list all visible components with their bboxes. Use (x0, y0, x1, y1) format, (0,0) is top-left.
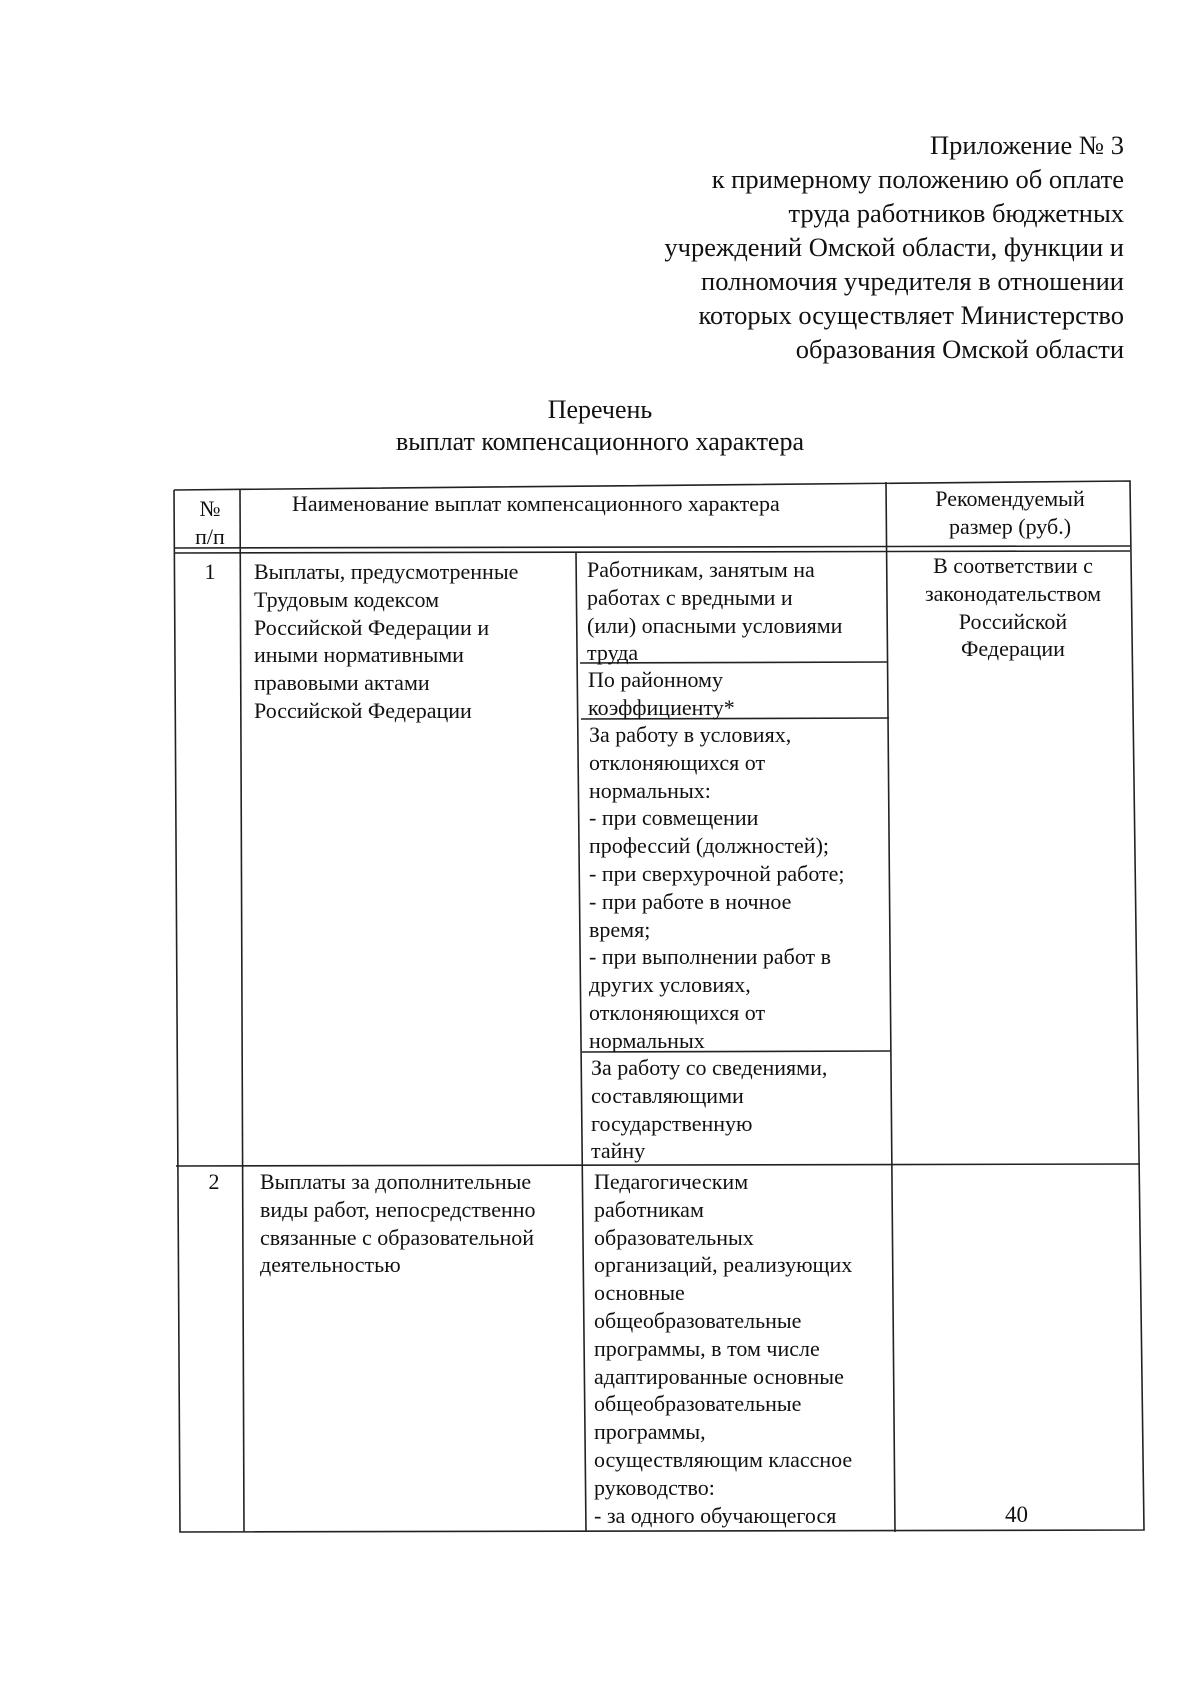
appendix-line: которых осуществляет Министерство (698, 300, 1124, 330)
column-divider (886, 482, 895, 1532)
row-item (591, 1054, 827, 1165)
document-title (0, 394, 1200, 458)
category-line: Российской Федерации и (254, 614, 490, 640)
item-line: программы, (594, 1419, 706, 1445)
category-line: Выплаты, предусмотренные (254, 559, 519, 584)
category-line: правовыми актами (254, 670, 430, 696)
header-num (180, 495, 240, 551)
item-line: профессий (должностей); (589, 833, 830, 859)
item-line: Работникам, занятым на (587, 557, 815, 582)
title-line: Перечень (547, 395, 653, 424)
subrow-divider (581, 718, 889, 719)
subrow-divider (582, 1051, 891, 1052)
item-line: По районному (588, 667, 723, 692)
item-line: За работу со сведениями, (591, 1055, 828, 1080)
header-size-line: размер (руб.) (948, 513, 1072, 539)
column-divider (240, 490, 244, 1532)
subrow-divider (580, 662, 888, 663)
row-divider (176, 1164, 1140, 1166)
row-item (588, 666, 735, 722)
item-line: труда (587, 640, 639, 666)
category-line: связанные с образовательной (260, 1224, 535, 1250)
row-number: 1 (204, 559, 216, 584)
size-line: В соответствии с (933, 553, 1093, 578)
item-line: организаций, реализующих (594, 1252, 853, 1278)
item-line: время; (589, 916, 651, 942)
item-line: коэффициенту* (588, 694, 735, 720)
item-line: образовательных (594, 1224, 754, 1250)
item-line: составляющими (591, 1082, 744, 1108)
item-line: (или) опасными условиями (587, 612, 843, 638)
item-line: тайну (591, 1138, 646, 1164)
row-size (892, 552, 1134, 663)
item-line: отклоняющихся от (589, 999, 766, 1025)
item-line: нормальных: (589, 777, 711, 803)
item-line: основные (594, 1280, 685, 1306)
item-line: За работу в условиях, (589, 722, 792, 747)
header-num-line: № (199, 496, 221, 521)
category-line: Выплаты за дополнительные (260, 1169, 532, 1194)
item-line: работникам (594, 1196, 704, 1222)
item-line: нормальных (589, 1027, 705, 1053)
item-line: общеобразовательные (594, 1391, 802, 1417)
appendix-block (424, 128, 1124, 366)
table-border (174, 481, 1144, 1532)
category-line: Трудовым кодексом (254, 586, 440, 612)
item-line: адаптированные основные (594, 1363, 844, 1389)
row-item (589, 721, 845, 1055)
row-category (260, 1168, 536, 1279)
category-line: иными нормативными (254, 642, 464, 668)
page-number: 40 (1005, 1502, 1028, 1527)
item-line: руководство: (594, 1474, 715, 1500)
appendix-line: Приложение № 3 (929, 130, 1124, 160)
item-line: - при работе в ночное (589, 888, 792, 914)
size-line: Российской (958, 608, 1068, 634)
category-line: деятельностью (260, 1252, 401, 1278)
header-name (292, 490, 780, 518)
size-line: Федерации (961, 636, 1065, 662)
appendix-line: труда работников бюджетных (788, 198, 1124, 228)
item-line: отклоняющихся от (589, 749, 766, 775)
item-line: других условиях, (589, 972, 751, 998)
item-line: - при сверхурочной работе; (589, 860, 845, 886)
appendix-line: полномочия учредителя в отношении (701, 266, 1124, 296)
item-line: общеобразовательные (594, 1307, 802, 1333)
category-line: виды работ, непосредственно (260, 1196, 536, 1222)
row-item (594, 1168, 852, 1529)
header-divider (175, 551, 1130, 553)
column-divider (576, 553, 586, 1532)
appendix-line: к примерному положению об оплате (711, 164, 1124, 194)
title-line: выплат компенсационного характера (395, 427, 805, 456)
row-number: 2 (208, 1169, 220, 1194)
item-line: - при совмещении (589, 805, 759, 831)
item-line: программы, в том числе (594, 1335, 820, 1361)
header-divider (175, 546, 1130, 548)
appendix-line: образования Омской области (795, 334, 1124, 364)
item-line: работах с вредными и (587, 584, 793, 610)
item-line: Педагогическим (594, 1169, 749, 1194)
header-size (890, 485, 1130, 541)
item-line: осуществляющим классное (594, 1446, 853, 1472)
size-line: законодательством (924, 580, 1102, 606)
category-line: Российской Федерации (254, 697, 472, 723)
item-line: государственную (591, 1110, 753, 1136)
header-name-line: Наименование выплат компенсационного характера (292, 491, 780, 516)
item-line: - за одного обучающегося (594, 1502, 837, 1528)
header-size-line: Рекомендуемый (935, 486, 1085, 511)
row-category (254, 558, 518, 725)
header-num-line: п/п (195, 523, 225, 549)
item-line: - при выполнении работ в (589, 944, 832, 970)
row-item (587, 556, 842, 667)
appendix-line: учреждений Омской области, функции и (664, 232, 1124, 262)
